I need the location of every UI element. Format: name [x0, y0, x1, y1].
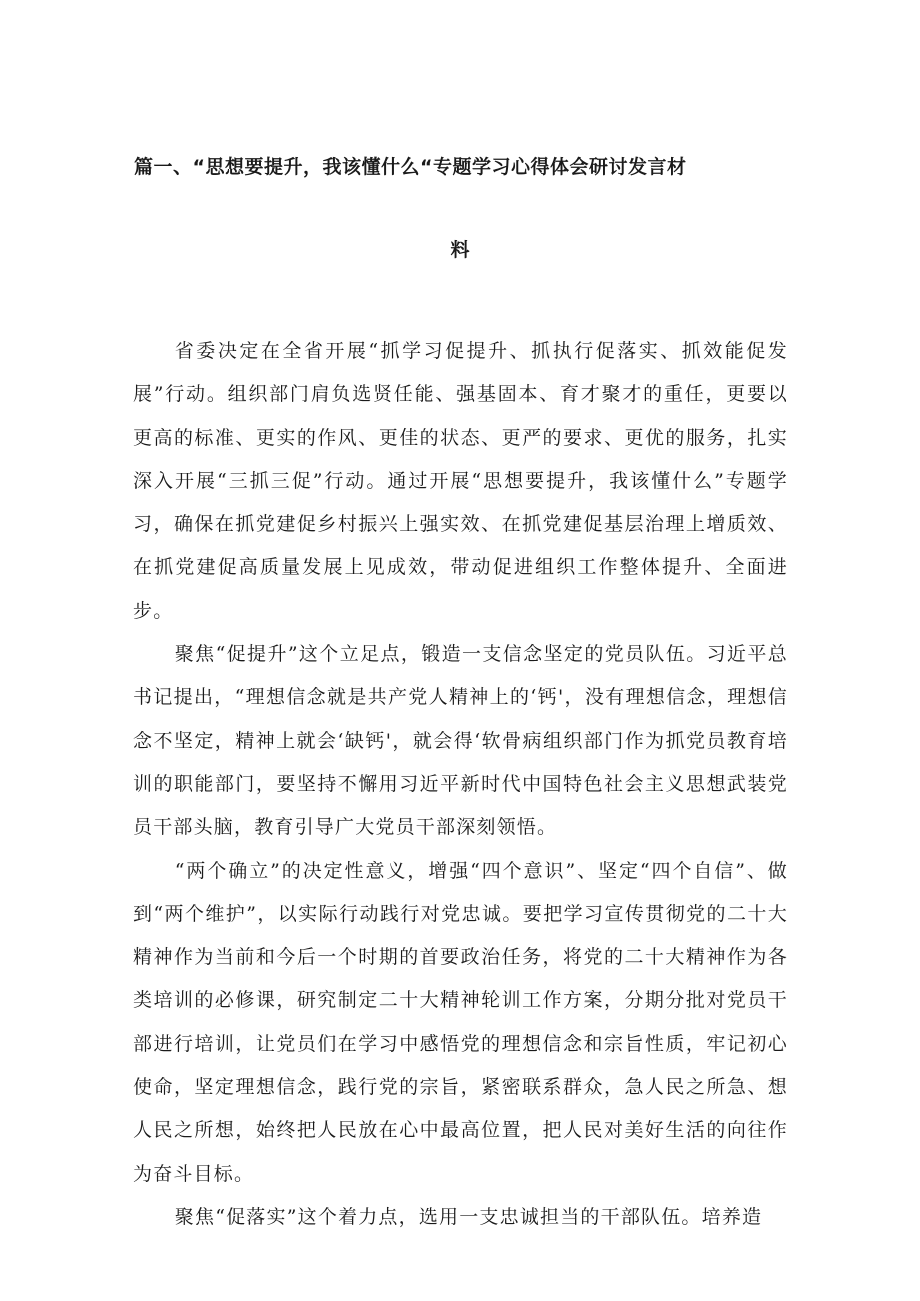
paragraph: “两个确立”的决定性意义，增强“四个意识”、坚定“四个自信”、做到“两个维护”，以实际行动践行对党忠诚。要把学习宣传贯彻党的二十大精神作为当前和今后一个时期的首要政治任务，将党的二十大精神作为各类培训的必修课，研究制定二十大精神轮训工作方案，分期分批对党员干部进行培训，让党员们在学习中感悟党的理想信念和宗旨性质，牢记初心使命，坚定理想信念，践行党的宗旨，紧密联系群众，急人民之所急、想人民之所想，始终把人民放在心中最高位置，把人民对美好生活的向往作为奋斗目标。	[133, 859, 788, 1185]
document-title-continuation: 料	[450, 239, 470, 261]
document-body	[133, 330, 788, 1239]
paragraph: 省委决定在全省开展“抓学习促提升、抓执行促落实、抓效能促发展”行动。组织部门肩负选贤任能、强基固本、育才聚才的重任，更要以更高的标准、更实的作风、更佳的状态、更严的要求、更优的服务，扎实深入开展“三抓三促”行动。通过开展“思想要提升，我该懂什么”专题学习，确保在抓党建促乡村振兴上强实效、在抓党建促基层治理上增质效、在抓党建促高质量发展上见成效，带动促进组织工作整体提升、全面进步。	[133, 340, 788, 622]
paragraph: 聚焦“促提升”这个立足点，锻造一支信念坚定的党员队伍。习近平总书记提出，“理想信念就是共产党人精神上的‘钙'，没有理想信念，理想信念不坚定，精神上就会‘缺钙'，就会得‘软骨病组织部门作为抓党员教育培训的职能部门，要坚持不懈用习近平新时代中国特色社会主义思想武装党员干部头脑，教育引导广大党员干部深刻领悟。	[133, 643, 788, 839]
document-title: 篇一、“思想要提升，我该懂什么“专题学习心得体会研讨发言材	[134, 156, 687, 178]
paragraph: 聚焦“促落实”这个着力点，选用一支忠诚担当的干部队伍。培养造	[174, 1205, 763, 1228]
